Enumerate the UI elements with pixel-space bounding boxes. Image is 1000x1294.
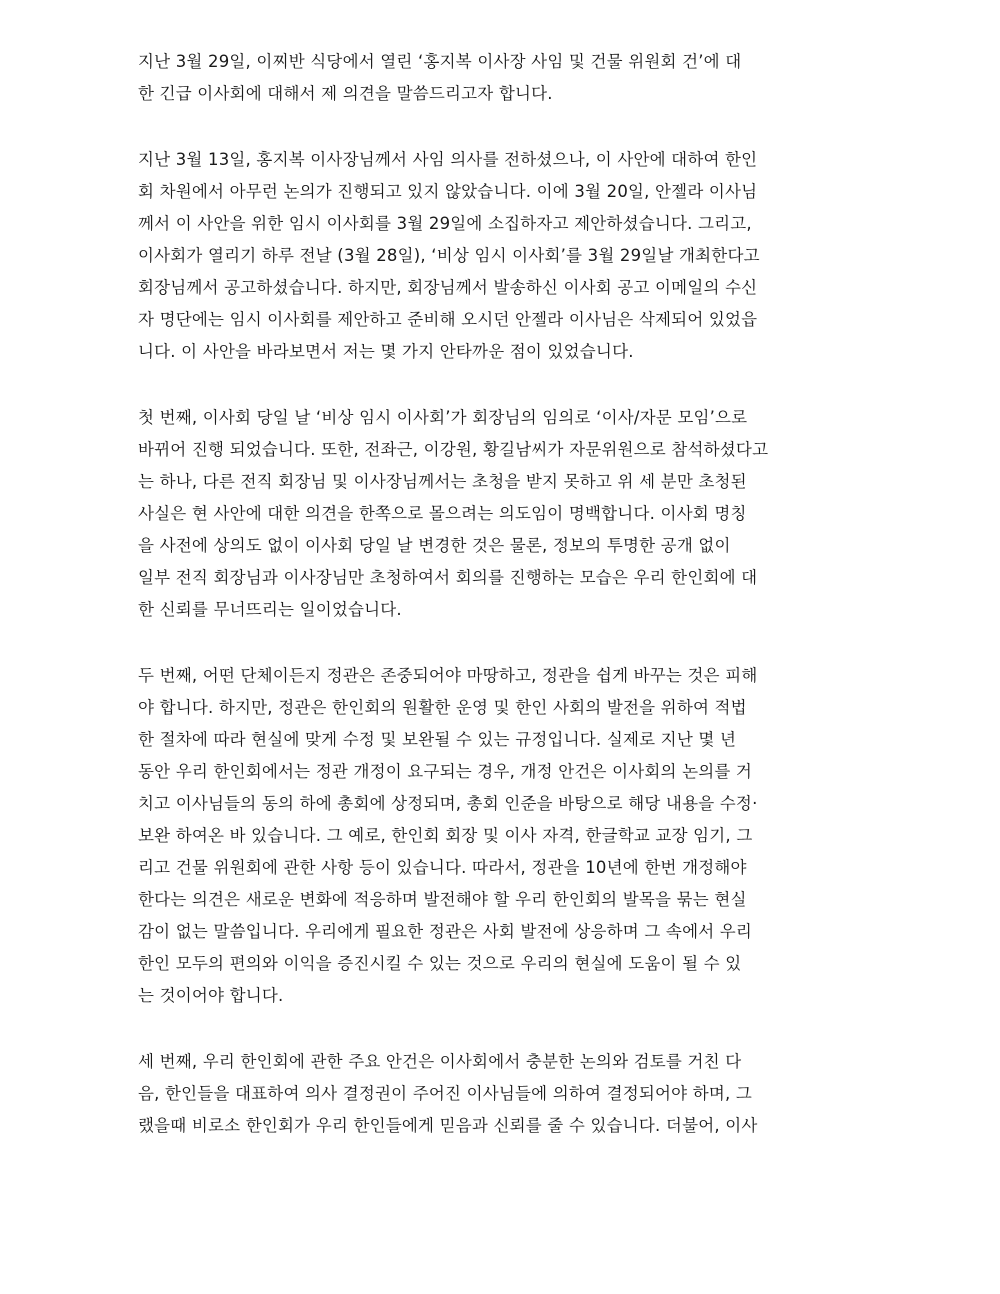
text-line: 이사회가 열리기 하루 전날 (3월 28일), ‘비상 임시 이사회’를 3월 29일날 개최한다고 — [138, 246, 760, 265]
text-line: 한다는 의견은 새로운 변화에 적응하며 발전해야 할 우리 한인회의 발목을 묶는 현실 — [138, 890, 747, 909]
text-line: 동안 우리 한인회에서는 정관 개정이 요구되는 경우, 개정 안건은 이사회의 논의를 거 — [138, 762, 753, 781]
text-line: 니다. 이 사안을 바라보면서 저는 몇 가지 안타까운 점이 있었습니다. — [138, 342, 634, 361]
text-line: 치고 이사님들의 동의 하에 총회에 상정되며, 총회 인준을 바탕으로 해당 내용을 수정· — [138, 794, 758, 813]
text-line: 한인 모두의 편의와 이익을 증진시킬 수 있는 것으로 우리의 현실에 도움이 될 수 있 — [138, 954, 742, 973]
text-line: 지난 3월 13일, 홍지복 이사장님께서 사임 의사를 전하셨으나, 이 사안에 대하여 한인 — [138, 150, 758, 169]
text-line: 는 것이어야 합니다. — [138, 986, 284, 1005]
paragraph-first-point — [138, 402, 858, 626]
text-line: 두 번째, 어떤 단체이든지 정관은 존중되어야 마땅하고, 정관을 쉽게 바꾸는 것은 피해 — [138, 666, 758, 685]
text-line: 야 합니다. 하지만, 정관은 한인회의 원활한 운영 및 한인 사회의 발전을 위하여 적법 — [138, 698, 747, 717]
text-line: 자 명단에는 임시 이사회를 제안하고 준비해 오시던 안젤라 이사님은 삭제되어 있었읍 — [138, 310, 758, 329]
text-line: 리고 건물 위원회에 관한 사항 등이 있습니다. 따라서, 정관을 10년에 한번 개정해야 — [138, 858, 747, 877]
paragraph-background — [138, 144, 858, 368]
text-line: 랬을때 비로소 한인회가 우리 한인들에게 믿음과 신뢰를 줄 수 있습니다. 더불어, 이사 — [138, 1116, 758, 1135]
text-line: 께서 이 사안을 위한 임시 이사회를 3월 29일에 소집하자고 제안하셨습니다. 그리고, — [138, 214, 752, 233]
text-line: 는 하나, 다른 전직 회장님 및 이사장님께서는 초청을 받지 못하고 위 세 분만 초청된 — [138, 472, 747, 491]
text-line: 지난 3월 29일, 이찌반 식당에서 열린 ‘홍지복 이사장 사임 및 건물 위원회 건’에 대 — [138, 52, 742, 71]
text-line: 을 사전에 상의도 없이 이사회 당일 날 변경한 것은 물론, 정보의 투명한 공개 없이 — [138, 536, 731, 555]
paragraph-intro — [138, 46, 858, 110]
text-line: 감이 없는 말씀입니다. 우리에게 필요한 정관은 사회 발전에 상응하며 그 속에서 우리 — [138, 922, 753, 941]
paragraph-second-point — [138, 660, 858, 1012]
text-line: 한 절차에 따라 현실에 맞게 수정 및 보완될 수 있는 규정입니다. 실제로 지난 몇 년 — [138, 730, 737, 749]
text-line: 음, 한인들을 대표하여 의사 결정권이 주어진 이사님들에 의하여 결정되어야 하며, 그 — [138, 1084, 753, 1103]
text-line: 사실은 현 사안에 대한 의견을 한쪽으로 몰으려는 의도임이 명백합니다. 이사회 명칭 — [138, 504, 747, 523]
text-line: 한 긴급 이사회에 대해서 제 의견을 말씀드리고자 합니다. — [138, 84, 553, 103]
text-line: 보완 하여온 바 있습니다. 그 예로, 한인회 회장 및 이사 자격, 한글학교 교장 임기, 그 — [138, 826, 753, 845]
text-line: 세 번째, 우리 한인회에 관한 주요 안건은 이사회에서 충분한 논의와 검토를 거친 다 — [138, 1052, 742, 1071]
text-line: 회장님께서 공고하셨습니다. 하지만, 회장님께서 발송하신 이사회 공고 이메일의 수신 — [138, 278, 758, 297]
paragraph-third-point — [138, 1046, 858, 1142]
text-line: 회 차원에서 아무런 논의가 진행되고 있지 않았습니다. 이에 3월 20일, 안젤라 이사님 — [138, 182, 758, 201]
text-line: 첫 번째, 이사회 당일 날 ‘비상 임시 이사회’가 회장님의 임의로 ‘이사/자문 모임’으로 — [138, 408, 748, 427]
text-line: 바뀌어 진행 되었습니다. 또한, 전좌근, 이강원, 황길남씨가 자문위원으로 참석하셨다고 — [138, 440, 769, 459]
text-line: 한 신뢰를 무너뜨리는 일이었습니다. — [138, 600, 402, 619]
text-line: 일부 전직 회장님과 이사장님만 초청하여서 회의를 진행하는 모습은 우리 한인회에 대 — [138, 568, 758, 587]
